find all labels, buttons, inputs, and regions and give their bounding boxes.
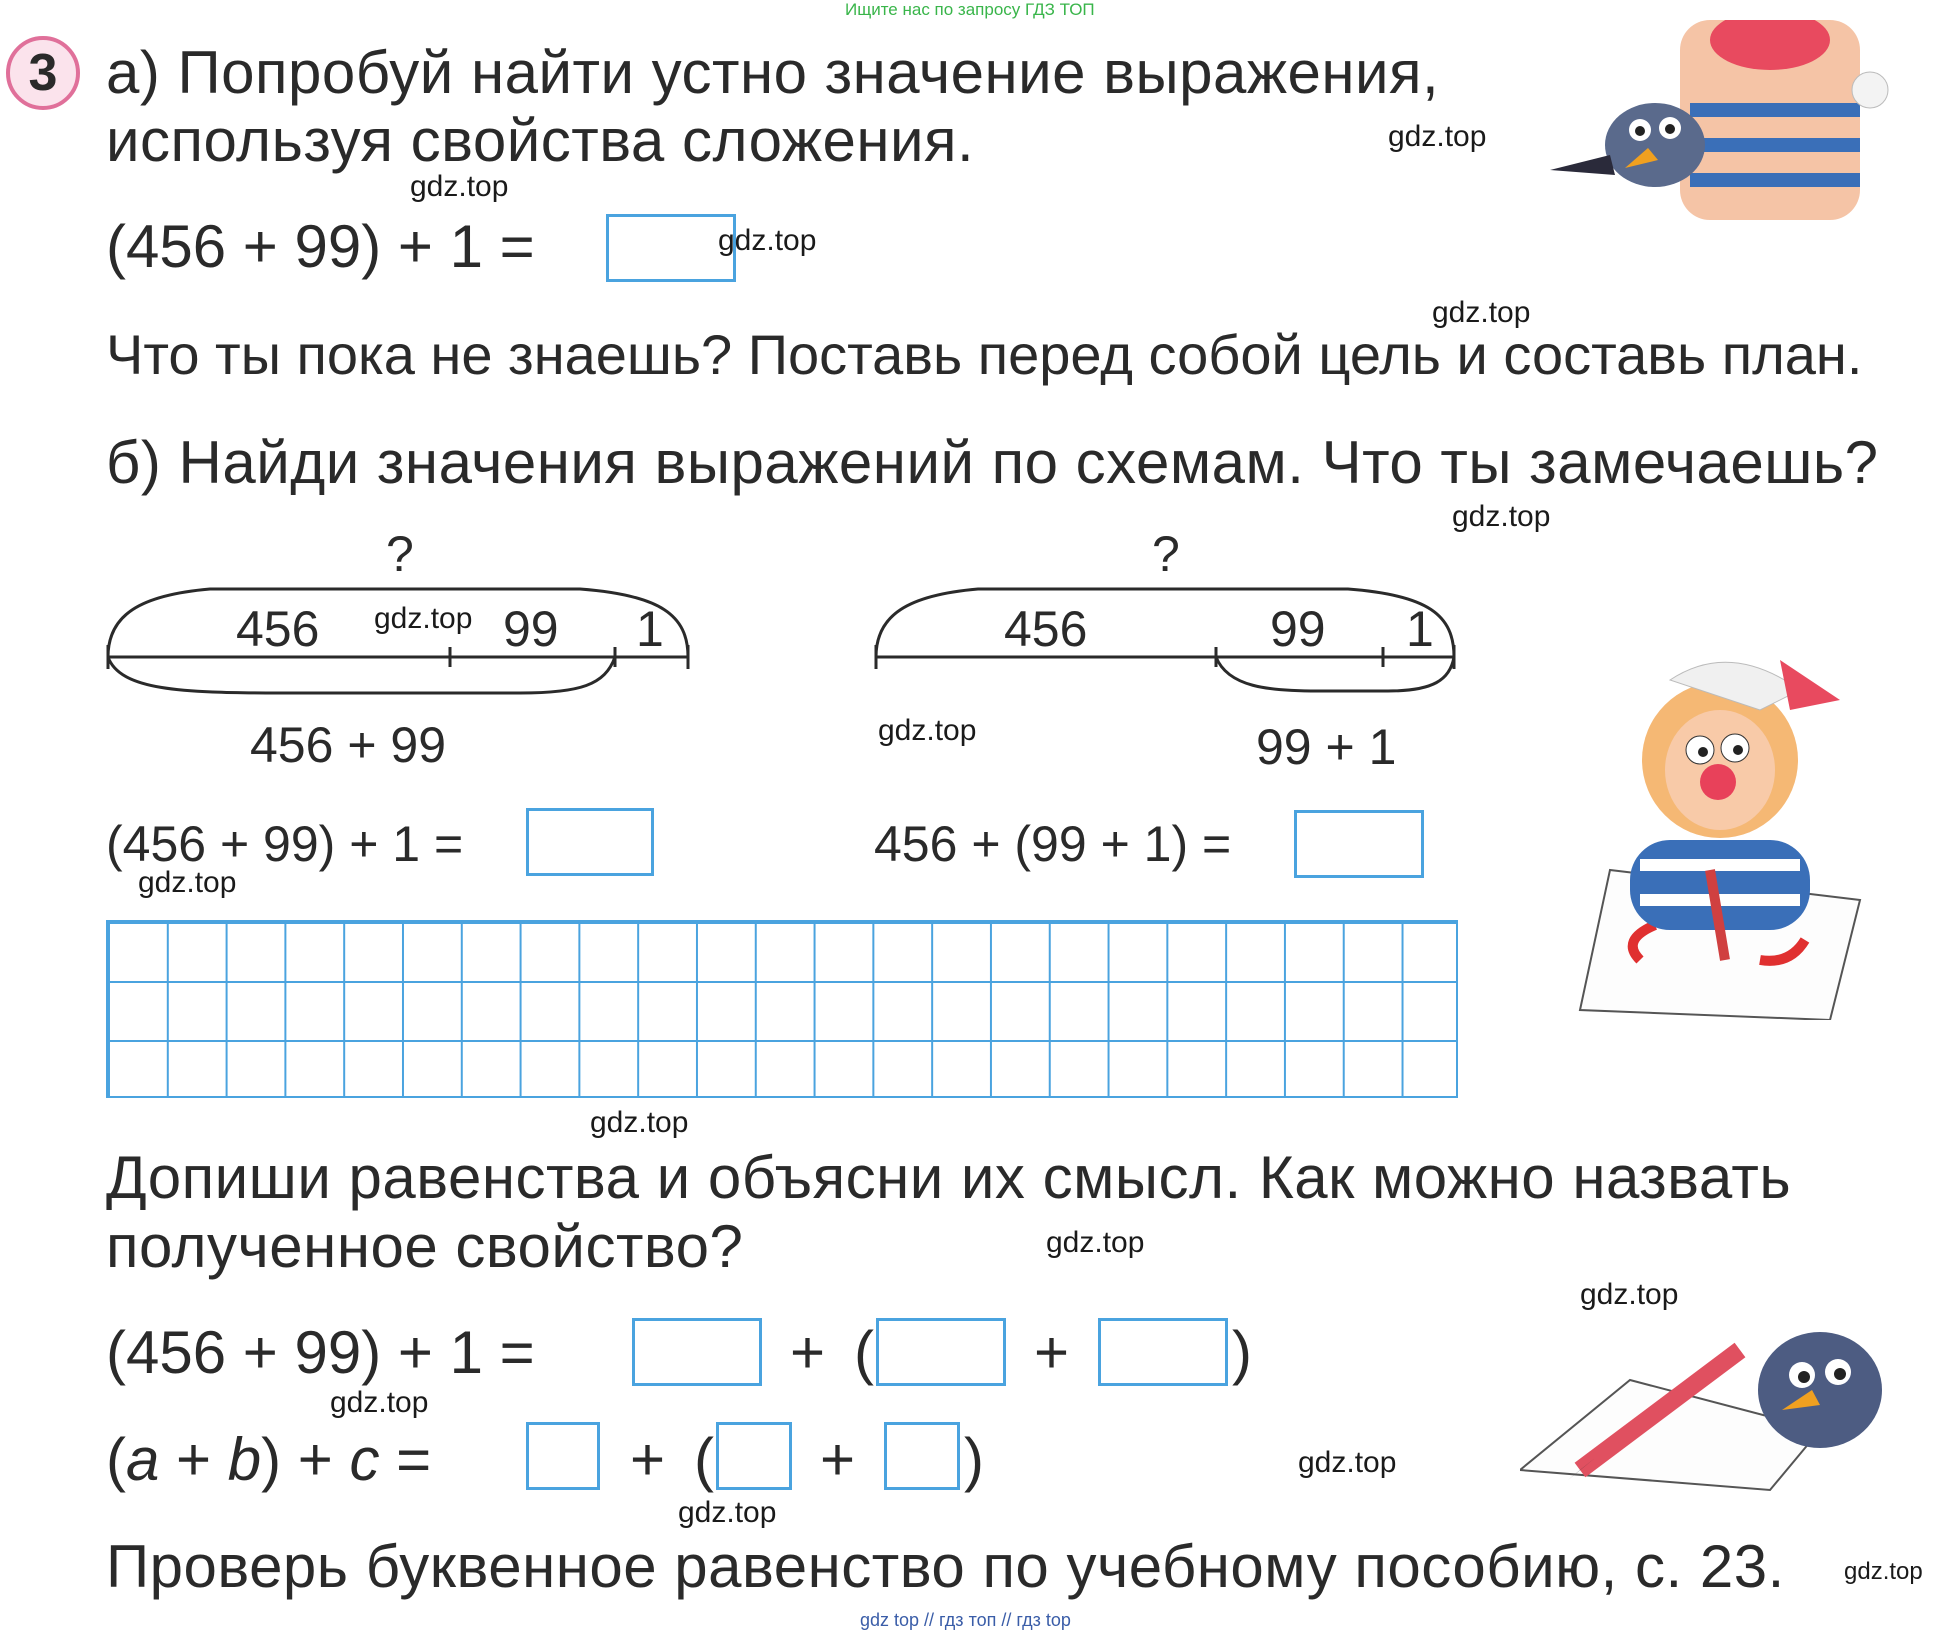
complete-line1: Допиши равенства и объясни их смысл. Как можно назвать (106, 1144, 1792, 1211)
part-a-line2: используя свойства сложения. (106, 107, 975, 174)
eq1-box2[interactable] (876, 1318, 1006, 1386)
watermark: gdz.top (138, 866, 237, 899)
scheme-left-bottom-label: 456 + 99 (250, 717, 447, 773)
watermark: gdz.top (678, 1496, 777, 1529)
eq2-plus: + (159, 1426, 228, 1493)
eq2-close-paren: ) (964, 1426, 984, 1493)
top-watermark: Ищите нас по запросу ГДЗ ТОП (845, 0, 1095, 19)
scheme-left-seg2: 99 (503, 601, 559, 657)
eq1-left: (456 + 99) + 1 = (106, 1319, 535, 1386)
scheme-left-seg1: 456 (236, 601, 320, 657)
watermark: gdz.top (410, 170, 509, 203)
bird-pencil-illustration (1520, 1290, 1900, 1500)
eq1-close-paren: ) (1232, 1319, 1252, 1386)
scheme-left-expression: (456 + 99) + 1 = (106, 816, 464, 872)
eq2-open: ( (106, 1426, 126, 1493)
bottom-watermark: gdz top // гдз топ // гдз top (860, 1610, 1071, 1630)
watermark: gdz.top (718, 224, 817, 257)
eq1-box1[interactable] (632, 1318, 762, 1386)
check-text: Проверь буквенное равенство по учебному пособию, с. 23. (106, 1533, 1785, 1600)
scheme-right-bottom-label: 99 + 1 (1256, 719, 1397, 775)
eq2-box3[interactable] (884, 1422, 960, 1490)
eq2-box2[interactable] (716, 1422, 792, 1490)
watermark: gdz.top (1388, 120, 1487, 153)
eq2-b: b (227, 1426, 262, 1493)
scheme-left-bottom-arc (108, 657, 615, 693)
eq1-box3[interactable] (1098, 1318, 1228, 1386)
eq2-box1[interactable] (526, 1422, 600, 1490)
scheme-right-seg2: 99 (1270, 601, 1326, 657)
scheme-left-seg3: 1 (636, 601, 664, 657)
eq2-plus1: + (630, 1426, 666, 1493)
plan-question: Что ты пока не знаешь? Поставь перед собой цель и составь план. (106, 323, 1863, 386)
watermark: gdz.top (1452, 500, 1551, 533)
scheme-right-question: ? (1152, 526, 1180, 582)
eq1-open-paren: ( (854, 1319, 874, 1386)
scheme-right-diagram (868, 575, 1468, 695)
part-a-expression: (456 + 99) + 1 = (106, 213, 535, 280)
clown-and-bird-illustration (1540, 20, 1920, 240)
watermark: gdz.top (1046, 1226, 1145, 1259)
eq2-left (106, 1425, 431, 1494)
watermark: gdz.top (1844, 1558, 1923, 1585)
eq2-open-paren: ( (694, 1426, 714, 1493)
eq2-c: c (349, 1426, 380, 1493)
part-b-text: б) Найди значения выражений по схемам. Что ты замечаешь? (106, 429, 1879, 496)
watermark: gdz.top (1298, 1446, 1397, 1479)
scheme-left-question: ? (386, 526, 414, 582)
eq2-plus2: + (820, 1426, 856, 1493)
scheme-left-answer-box[interactable] (526, 808, 654, 876)
scheme-right-top-arc (876, 589, 1454, 657)
watermark: gdz.top (1580, 1278, 1679, 1311)
task-number-badge: 3 (6, 36, 80, 110)
watermark: gdz.top (878, 714, 977, 747)
eq2-a: a (125, 1426, 160, 1493)
eq2-close-plus: ) + (261, 1426, 350, 1493)
work-grid[interactable] (106, 920, 1458, 1098)
scheme-right-expression: 456 + (99 + 1) = (874, 816, 1232, 872)
scheme-right-bottom-arc (1216, 657, 1454, 691)
complete-line2: полученное свойство? (106, 1213, 744, 1280)
watermark: gdz.top (374, 602, 473, 635)
scheme-right-seg1: 456 (1004, 601, 1088, 657)
watermark: gdz.top (1432, 296, 1531, 329)
watermark: gdz.top (330, 1386, 429, 1419)
eq1-plus2: + (1034, 1319, 1070, 1386)
scheme-right-seg3: 1 (1406, 601, 1434, 657)
eq1-plus1: + (790, 1319, 826, 1386)
scheme-right-answer-box[interactable] (1294, 810, 1424, 878)
boy-drawing-illustration (1560, 640, 1880, 1020)
part-a-line1: а) Попробуй найти устно значение выражения, (106, 39, 1440, 106)
part-a-answer-box[interactable] (606, 214, 736, 282)
eq2-equals: = (379, 1426, 432, 1493)
watermark: gdz.top (590, 1106, 689, 1139)
